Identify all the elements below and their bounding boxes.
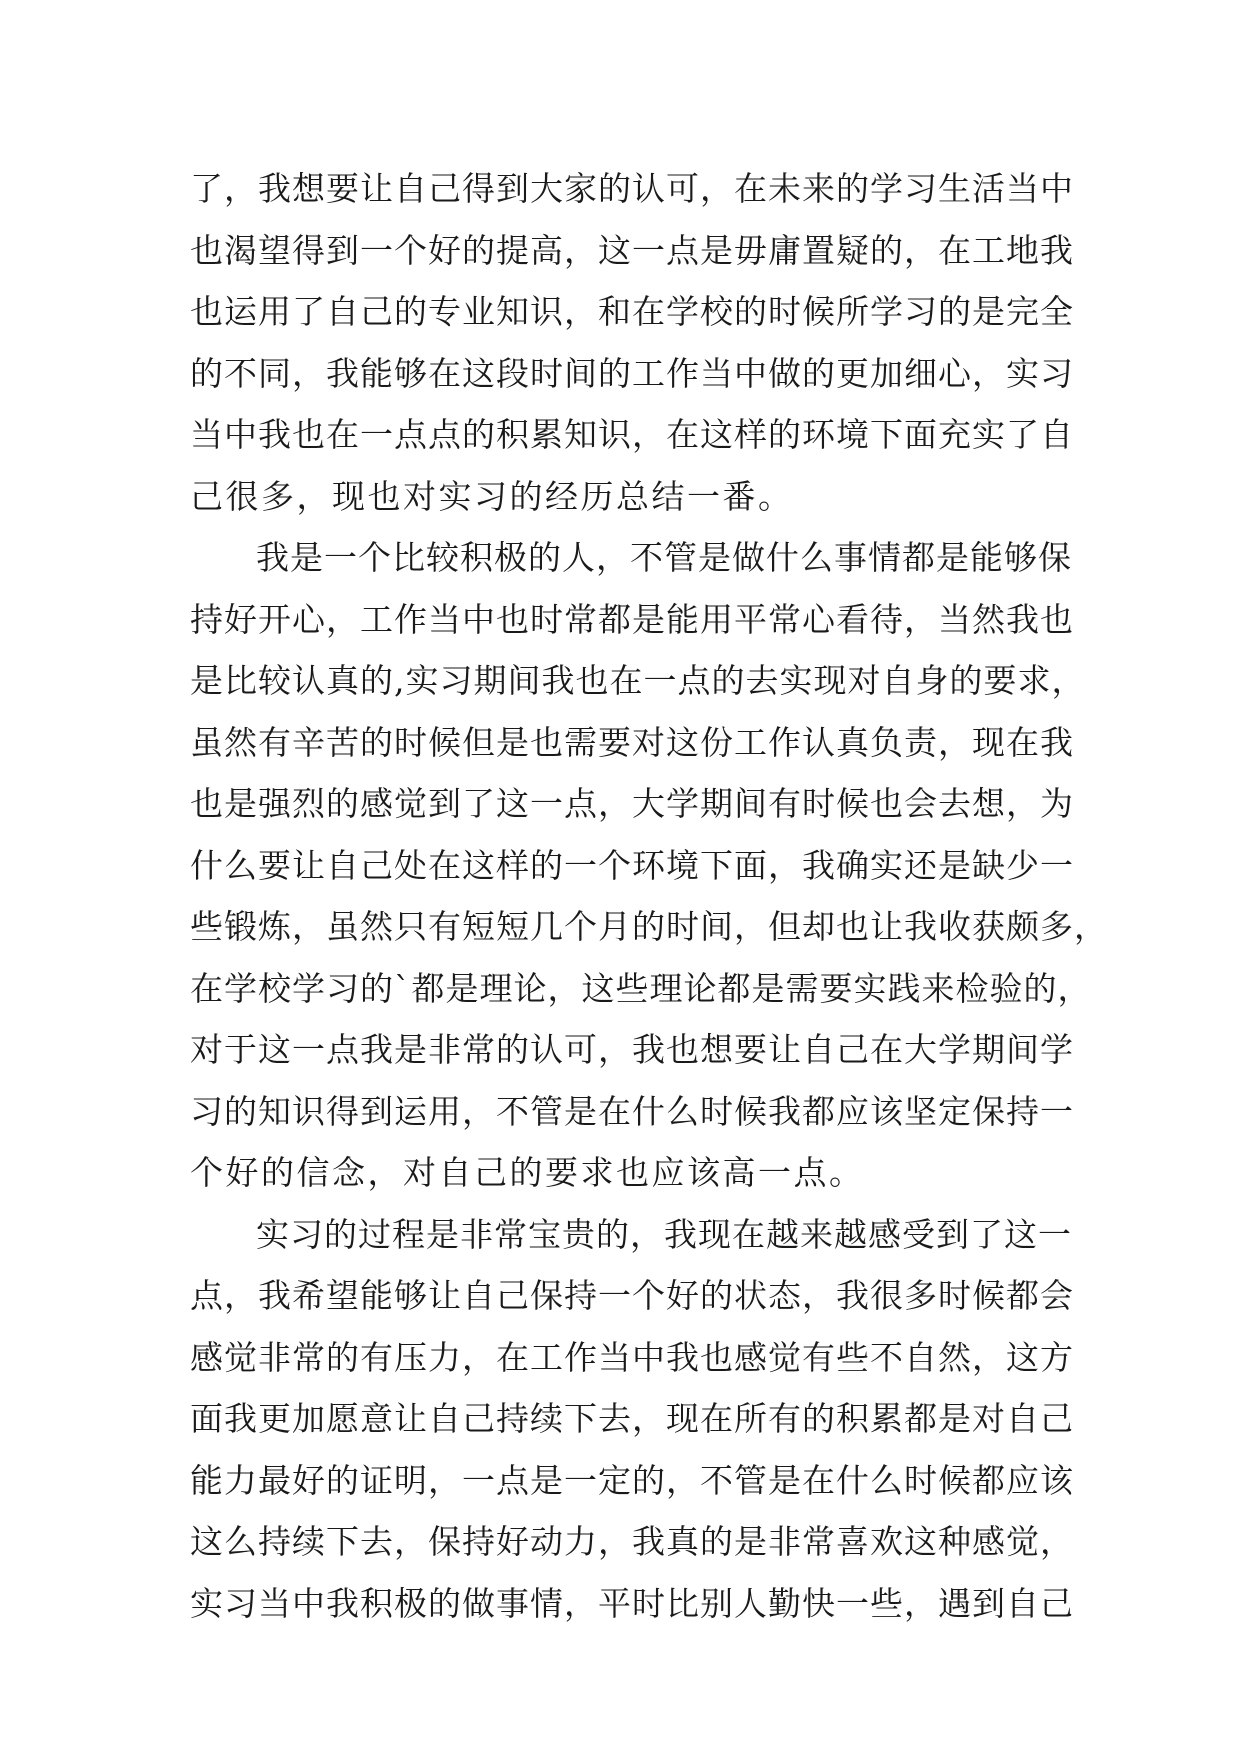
text-line: 面我更加愿意让自己持续下去，现在所有的积累都是对自己	[190, 1399, 1074, 1438]
text-line: 我是一个比较积极的人，不管是做什么事情都是能够保	[256, 538, 1072, 577]
text-line: 什么要让自己处在这样的一个环境下面，我确实还是缺少一	[190, 845, 1074, 885]
text-line: 持好开心，工作当中也时常都是能用平常心看待，当然我也	[190, 599, 1074, 639]
text-line: 当中我也在一点点的积累知识，在这样的环境下面充实了自	[190, 415, 1074, 454]
text-line: 己很多，现也对实习的经历总结一番。	[190, 476, 794, 516]
text-line: 也是强烈的感觉到了这一点，大学期间有时候也会去想，为	[190, 784, 1074, 823]
text-line: 了，我想要让自己得到大家的认可，在未来的学习生活当中	[190, 169, 1074, 208]
text-line: 些锻炼，虽然只有短短几个月的时间，但却也让我收获颇多，	[190, 907, 1108, 946]
text-line: 这么持续下去，保持好动力，我真的是非常喜欢这种感觉，	[190, 1522, 1074, 1561]
text-line: 实习当中我积极的做事情，平时比别人勤快一些，遇到自己	[190, 1583, 1074, 1623]
text-line: 点，我希望能够让自己保持一个好的状态，我很多时候都会	[190, 1276, 1074, 1315]
text-line: 感觉非常的有压力，在工作当中我也感觉有些不自然，这方	[190, 1337, 1074, 1377]
text-line: 能力最好的证明，一点是一定的，不管是在什么时候都应该	[190, 1460, 1074, 1500]
text-line: 对于这一点我是非常的认可，我也想要让自己在大学期间学	[190, 1030, 1074, 1069]
text-line: 也运用了自己的专业知识，和在学校的时候所学习的是完全	[190, 292, 1074, 331]
text-line: 实习的过程是非常宝贵的，我现在越来越感受到了这一	[256, 1214, 1072, 1254]
body-text	[190, 158, 1108, 1634]
text-line: 的不同，我能够在这段时间的工作当中做的更加细心，实习	[190, 353, 1074, 393]
text-line: 是比较认真的,实习期间我也在一点的去实现对自身的要求，	[190, 661, 1086, 700]
text-line: 虽然有辛苦的时候但是也需要对这份工作认真负责，现在我	[190, 722, 1074, 762]
text-line: 在学校学习的`都是理论，这些理论都是需要实践来检验的，	[190, 968, 1092, 1008]
text-line: 习的知识得到运用，不管是在什么时候我都应该坚定保持一	[190, 1091, 1074, 1131]
text-line: 也渴望得到一个好的提高，这一点是毋庸置疑的，在工地我	[190, 230, 1074, 270]
text-line: 个好的信念，对自己的要求也应该高一点。	[190, 1153, 865, 1192]
